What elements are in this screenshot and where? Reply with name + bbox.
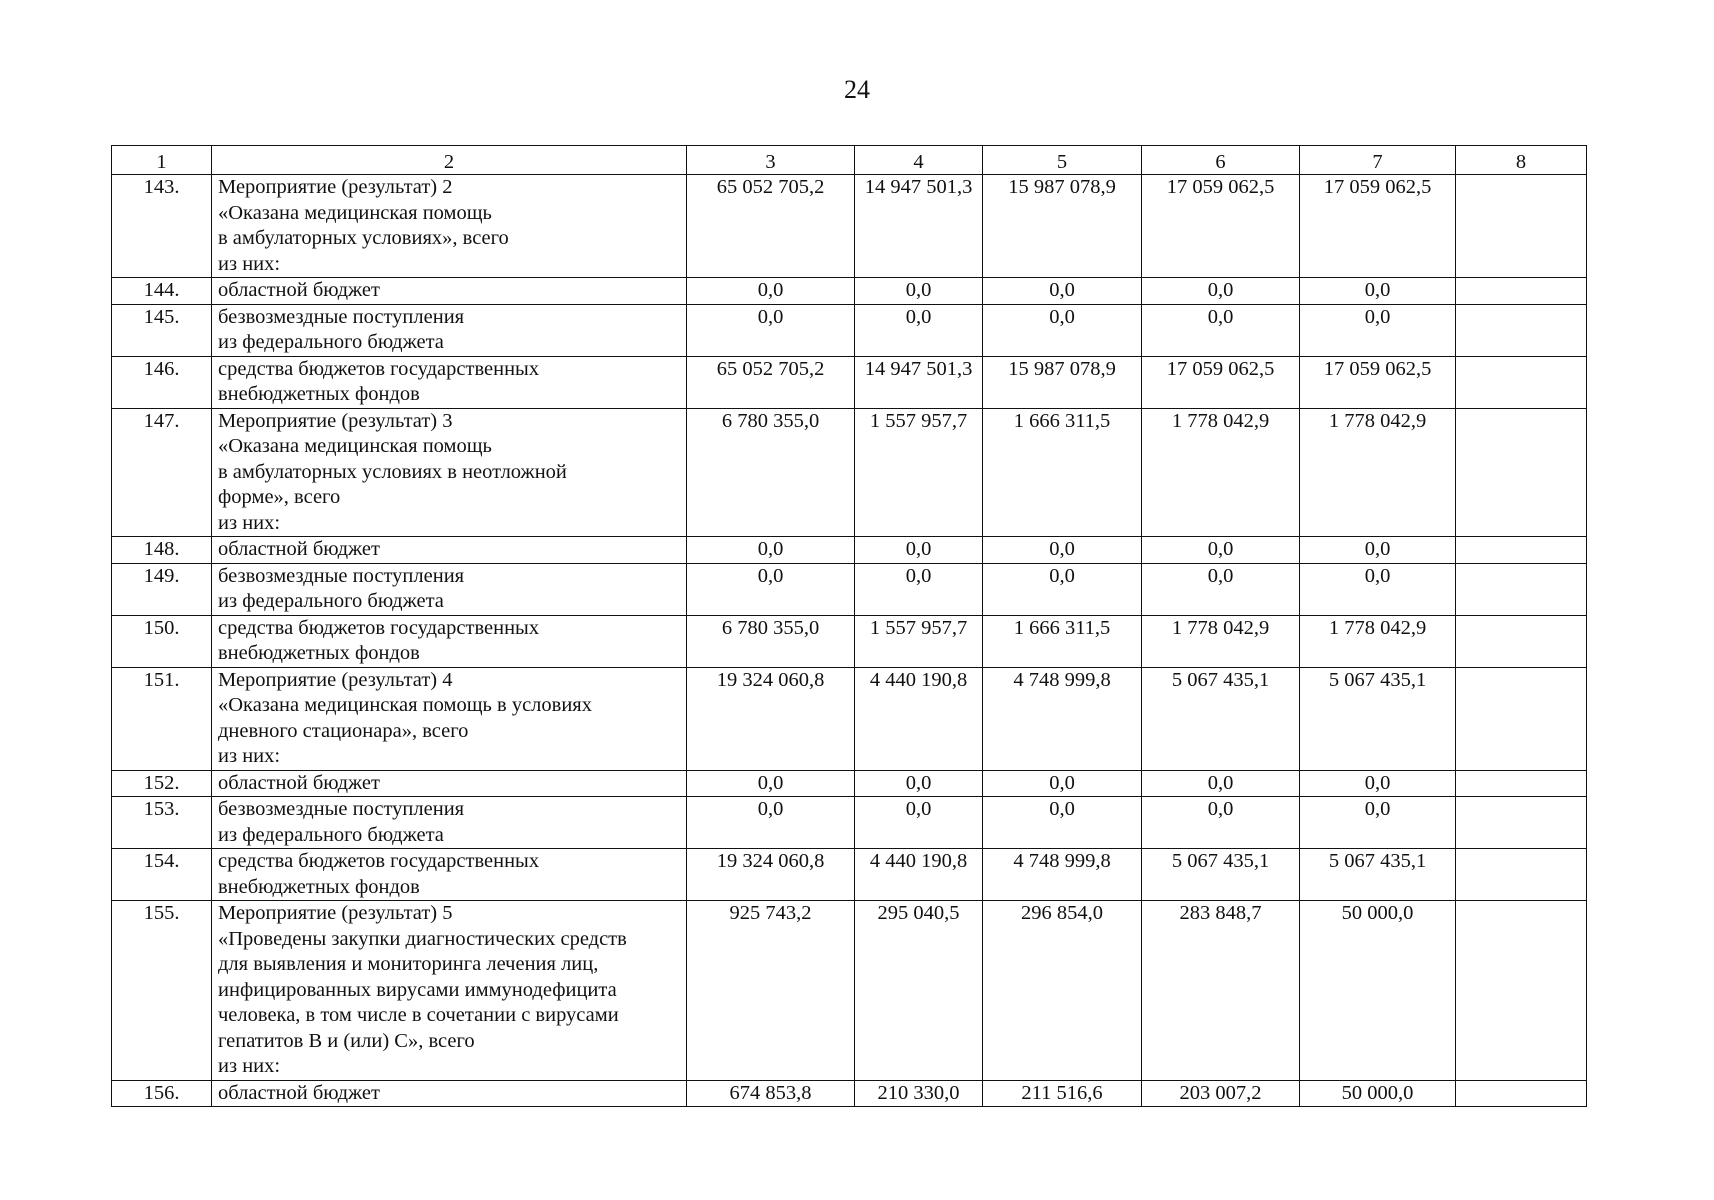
row-description: [212, 1080, 687, 1107]
row-description: [212, 849, 687, 901]
value-cell-col3: 0,0: [687, 537, 855, 564]
value-cell-col4: 210 330,0: [855, 1080, 983, 1107]
description-line: гепатитов В и (или) С», всего: [218, 1029, 475, 1052]
value-cell-col8: [1456, 537, 1587, 564]
description-line: безвозмездные поступления: [218, 564, 465, 587]
value-cell-col7: 5 067 435,1: [1300, 667, 1456, 770]
value-cell-col5: 296 854,0: [983, 901, 1142, 1081]
column-header: 1: [112, 146, 212, 175]
value-cell-col5: 0,0: [983, 770, 1142, 797]
value-cell-col4: 295 040,5: [855, 901, 983, 1081]
row-number: 155.: [112, 901, 212, 1081]
value-cell-col8: [1456, 770, 1587, 797]
table-row: [112, 537, 1587, 564]
table-row: [112, 667, 1587, 770]
row-description: [212, 615, 687, 667]
table-row: [112, 278, 1587, 305]
table-row: [112, 770, 1587, 797]
value-cell-col4: 4 440 190,8: [855, 667, 983, 770]
table-row: [112, 356, 1587, 408]
value-cell-col5: 0,0: [983, 304, 1142, 356]
description-line: внебюджетных фондов: [218, 383, 420, 405]
row-description: [212, 408, 687, 537]
value-cell-col5: 0,0: [983, 537, 1142, 564]
column-number-row: [112, 146, 1587, 175]
value-cell-col3: 65 052 705,2: [687, 175, 855, 278]
description-line: Мероприятие (результат) 2: [218, 176, 453, 198]
value-cell-col6: 1 778 042,9: [1142, 408, 1300, 537]
value-cell-col8: [1456, 901, 1587, 1081]
description-line: инфицированных вирусами иммунодефицита: [218, 978, 617, 1001]
table-row: [112, 615, 1587, 667]
value-cell-col5: 0,0: [983, 563, 1142, 615]
value-cell-col6: 0,0: [1142, 797, 1300, 849]
value-cell-col4: 0,0: [855, 278, 983, 305]
value-cell-col3: 925 743,2: [687, 901, 855, 1081]
value-cell-col3: 0,0: [687, 304, 855, 356]
value-cell-col8: [1456, 408, 1587, 537]
row-description: [212, 901, 687, 1081]
value-cell-col4: 0,0: [855, 563, 983, 615]
table-row: [112, 901, 1587, 1081]
column-header: 2: [212, 146, 687, 175]
row-number: 151.: [112, 667, 212, 770]
value-cell-col4: 4 440 190,8: [855, 849, 983, 901]
row-description: [212, 667, 687, 770]
row-number: 154.: [112, 849, 212, 901]
row-number: 153.: [112, 797, 212, 849]
description-line: «Проведены закупки диагностических средств: [218, 927, 627, 950]
value-cell-col6: 17 059 062,5: [1142, 175, 1300, 278]
description-line: форме», всего: [218, 486, 341, 508]
table-row: [112, 849, 1587, 901]
row-description: [212, 175, 687, 278]
value-cell-col4: 1 557 957,7: [855, 408, 983, 537]
row-number: 146.: [112, 356, 212, 408]
value-cell-col6: 0,0: [1142, 278, 1300, 305]
value-cell-col8: [1456, 1080, 1587, 1107]
value-cell-col8: [1456, 563, 1587, 615]
budget-table: [111, 145, 1587, 1107]
description-line: безвозмездные поступления: [218, 798, 465, 820]
value-cell-col3: 6 780 355,0: [687, 615, 855, 667]
value-cell-col3: 674 853,8: [687, 1080, 855, 1107]
value-cell-col7: 50 000,0: [1300, 1080, 1456, 1107]
value-cell-col7: 1 778 042,9: [1300, 615, 1456, 667]
value-cell-col3: 6 780 355,0: [687, 408, 855, 537]
row-number: 152.: [112, 770, 212, 797]
value-cell-col5: 1 666 311,5: [983, 615, 1142, 667]
description-line: «Оказана медицинская помощь в условиях: [218, 694, 592, 716]
page-number: 24: [844, 75, 870, 104]
description-line: из них:: [218, 252, 281, 275]
row-number: 148.: [112, 537, 212, 564]
row-number: 149.: [112, 563, 212, 615]
value-cell-col5: 15 987 078,9: [983, 175, 1142, 278]
value-cell-col4: 1 557 957,7: [855, 615, 983, 667]
value-cell-col7: 0,0: [1300, 304, 1456, 356]
description-line: в амбулаторных условиях», всего: [218, 227, 509, 249]
column-header: 3: [687, 146, 855, 175]
table-row: [112, 563, 1587, 615]
description-line: из них:: [218, 745, 281, 767]
value-cell-col4: 14 947 501,3: [855, 356, 983, 408]
table-row: [112, 408, 1587, 537]
description-line: в амбулаторных условиях в неотложной: [218, 460, 567, 483]
row-description: [212, 356, 687, 408]
value-cell-col7: 0,0: [1300, 537, 1456, 564]
table-body: [112, 146, 1587, 1107]
value-cell-col5: 211 516,6: [983, 1080, 1142, 1107]
value-cell-col5: 4 748 999,8: [983, 849, 1142, 901]
row-description: [212, 563, 687, 615]
description-line: областной бюджет: [218, 538, 380, 560]
value-cell-col8: [1456, 278, 1587, 305]
value-cell-col6: 0,0: [1142, 304, 1300, 356]
row-description: [212, 770, 687, 797]
description-line: из них:: [218, 1055, 281, 1077]
value-cell-col5: 15 987 078,9: [983, 356, 1142, 408]
row-number: 143.: [112, 175, 212, 278]
description-line: Мероприятие (результат) 5: [218, 902, 453, 924]
value-cell-col7: 50 000,0: [1300, 901, 1456, 1081]
description-line: областной бюджет: [218, 771, 380, 794]
row-description: [212, 797, 687, 849]
value-cell-col4: 0,0: [855, 770, 983, 797]
value-cell-col7: 0,0: [1300, 770, 1456, 797]
value-cell-col6: 0,0: [1142, 537, 1300, 564]
table-row: [112, 304, 1587, 356]
value-cell-col6: 5 067 435,1: [1142, 849, 1300, 901]
column-header: 4: [855, 146, 983, 175]
value-cell-col4: 14 947 501,3: [855, 175, 983, 278]
row-description: [212, 278, 687, 305]
row-number: 145.: [112, 304, 212, 356]
value-cell-col6: 1 778 042,9: [1142, 615, 1300, 667]
value-cell-col3: 19 324 060,8: [687, 667, 855, 770]
value-cell-col8: [1456, 797, 1587, 849]
value-cell-col6: 17 059 062,5: [1142, 356, 1300, 408]
description-line: средства бюджетов государственных: [218, 850, 540, 872]
value-cell-col4: 0,0: [855, 304, 983, 356]
table-row: [112, 1080, 1587, 1107]
column-header: 7: [1300, 146, 1456, 175]
description-line: дневного стационара», всего: [218, 719, 469, 742]
value-cell-col3: 0,0: [687, 797, 855, 849]
value-cell-col3: 19 324 060,8: [687, 849, 855, 901]
table-row: [112, 797, 1587, 849]
description-line: средства бюджетов государственных: [218, 357, 540, 380]
value-cell-col5: 0,0: [983, 278, 1142, 305]
row-number: 144.: [112, 278, 212, 305]
column-header: 6: [1142, 146, 1300, 175]
value-cell-col7: 0,0: [1300, 797, 1456, 849]
row-description: [212, 537, 687, 564]
description-line: из федерального бюджета: [218, 590, 444, 612]
description-line: средства бюджетов государственных: [218, 616, 540, 639]
table-row: [112, 175, 1587, 278]
value-cell-col5: 1 666 311,5: [983, 408, 1142, 537]
value-cell-col3: 0,0: [687, 563, 855, 615]
value-cell-col8: [1456, 304, 1587, 356]
description-line: областной бюджет: [218, 279, 380, 301]
value-cell-col3: 0,0: [687, 770, 855, 797]
description-line: Мероприятие (результат) 3: [218, 409, 453, 432]
value-cell-col3: 65 052 705,2: [687, 356, 855, 408]
column-header: 8: [1456, 146, 1587, 175]
value-cell-col7: 1 778 042,9: [1300, 408, 1456, 537]
description-line: внебюджетных фондов: [218, 875, 420, 898]
value-cell-col4: 0,0: [855, 797, 983, 849]
value-cell-col8: [1456, 667, 1587, 770]
value-cell-col8: [1456, 849, 1587, 901]
row-number: 147.: [112, 408, 212, 537]
value-cell-col7: 17 059 062,5: [1300, 175, 1456, 278]
value-cell-col8: [1456, 356, 1587, 408]
value-cell-col8: [1456, 615, 1587, 667]
value-cell-col7: 0,0: [1300, 563, 1456, 615]
description-line: областной бюджет: [218, 1081, 380, 1104]
value-cell-col6: 283 848,7: [1142, 901, 1300, 1081]
value-cell-col4: 0,0: [855, 537, 983, 564]
value-cell-col6: 5 067 435,1: [1142, 667, 1300, 770]
row-number: 156.: [112, 1080, 212, 1107]
value-cell-col6: 0,0: [1142, 563, 1300, 615]
value-cell-col3: 0,0: [687, 278, 855, 305]
description-line: безвозмездные поступления: [218, 305, 465, 328]
row-description: [212, 304, 687, 356]
value-cell-col6: 203 007,2: [1142, 1080, 1300, 1107]
description-line: внебюджетных фондов: [218, 642, 420, 664]
value-cell-col8: [1456, 175, 1587, 278]
description-line: Мероприятие (результат) 4: [218, 668, 453, 691]
description-line: человека, в том числе в сочетании с вирусами: [218, 1004, 619, 1026]
value-cell-col5: 4 748 999,8: [983, 667, 1142, 770]
description-line: из федерального бюджета: [218, 331, 444, 353]
value-cell-col7: 0,0: [1300, 278, 1456, 305]
row-number: 150.: [112, 615, 212, 667]
column-header: 5: [983, 146, 1142, 175]
description-line: «Оказана медицинская помощь: [218, 201, 492, 224]
description-line: для выявления и мониторинга лечения лиц,: [218, 953, 599, 975]
value-cell-col5: 0,0: [983, 797, 1142, 849]
value-cell-col6: 0,0: [1142, 770, 1300, 797]
description-line: «Оказана медицинская помощь: [218, 435, 492, 457]
value-cell-col7: 17 059 062,5: [1300, 356, 1456, 408]
description-line: из федерального бюджета: [218, 823, 444, 846]
description-line: из них:: [218, 511, 281, 534]
value-cell-col7: 5 067 435,1: [1300, 849, 1456, 901]
